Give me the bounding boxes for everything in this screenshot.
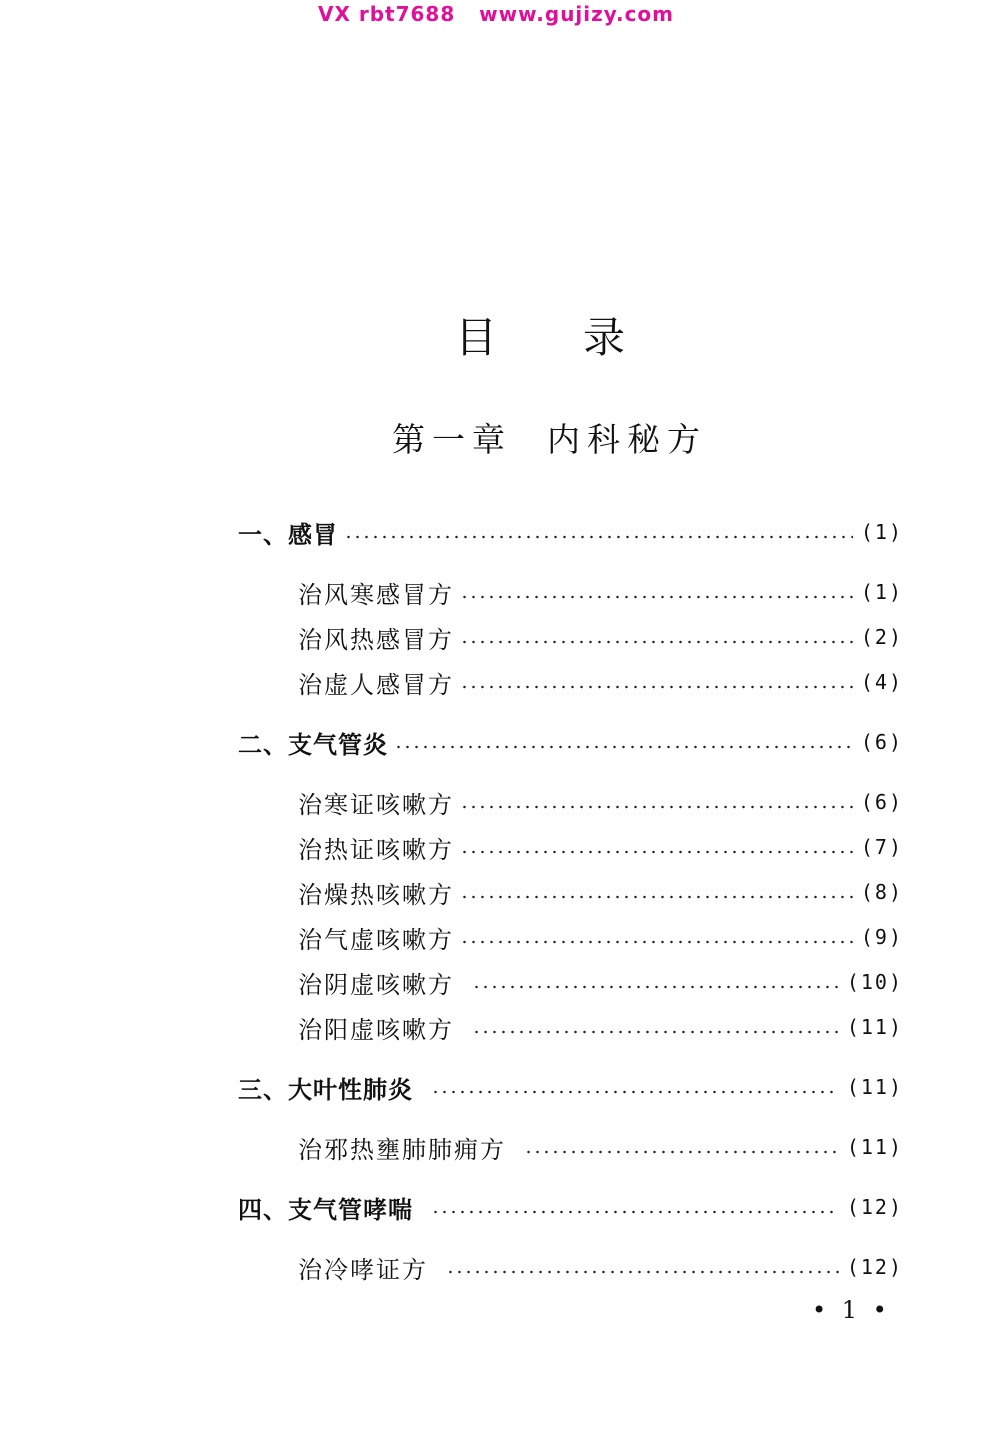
toc-entry[interactable] [238, 724, 903, 760]
toc-entry[interactable] [298, 1249, 903, 1285]
toc-entry[interactable] [238, 1189, 903, 1225]
toc-entry-label: 治邪热壅肺肺痈方 [298, 1135, 506, 1164]
toc-entry[interactable] [298, 574, 903, 610]
leader-dots [524, 1150, 839, 1154]
leader-dots [431, 1090, 839, 1094]
leader-dots [344, 535, 853, 539]
toc-entry[interactable] [298, 784, 903, 820]
toc-entry[interactable] [298, 874, 903, 910]
toc-entry-page: (11) [846, 1135, 903, 1159]
leader-dots [460, 595, 853, 599]
toc-entry-page: (9) [860, 925, 903, 949]
toc-entry-page: (1) [860, 580, 903, 604]
toc-entry-page: (7) [860, 835, 903, 859]
leader-dots [431, 1210, 839, 1214]
toc-entry[interactable] [298, 664, 903, 700]
toc-entry-label: 治阴虚咳嗽方 [298, 970, 454, 999]
leader-dots [460, 685, 853, 689]
toc-entry[interactable] [238, 514, 903, 550]
toc-entry[interactable] [298, 829, 903, 865]
leader-dots [472, 1030, 839, 1034]
toc-entry-page: (11) [846, 1015, 903, 1039]
page-number: • 1 • [812, 1296, 891, 1324]
toc-entry-label: 治气虚咳嗽方 [298, 925, 454, 954]
toc-entry-page: (6) [860, 790, 903, 814]
toc-entry-page: (2) [860, 625, 903, 649]
toc-entry-label: 一、感冒 [238, 520, 338, 549]
toc-entry-label: 治虚人感冒方 [298, 670, 454, 699]
chapter-heading: 第一章 内科秘方 [392, 420, 707, 459]
toc-entry[interactable] [298, 919, 903, 955]
toc-entry-label: 治寒证咳嗽方 [298, 790, 454, 819]
leader-dots [460, 850, 853, 854]
toc-entry-label: 治风寒感冒方 [298, 580, 454, 609]
toc-entry-page: (12) [846, 1195, 903, 1219]
toc-entry-label: 治阳虚咳嗽方 [298, 1015, 454, 1044]
toc-entry-page: (12) [846, 1255, 903, 1279]
leader-dots [472, 985, 839, 989]
toc-entry-page: (11) [846, 1075, 903, 1099]
toc-title-part1: 目 [454, 313, 497, 362]
toc-entry-page: (8) [860, 880, 903, 904]
toc-entry-page: (4) [860, 670, 903, 694]
toc-entry-page: (1) [860, 520, 903, 544]
leader-dots [460, 895, 853, 899]
leader-dots [446, 1270, 839, 1274]
toc-entry-page: (10) [846, 970, 903, 994]
toc-entry[interactable] [238, 1069, 903, 1105]
toc-entry[interactable] [298, 1129, 903, 1165]
toc-entry-label: 治冷哮证方 [298, 1255, 428, 1284]
toc-entry-label: 二、支气管炎 [238, 730, 388, 759]
toc-entry[interactable] [298, 1009, 903, 1045]
leader-dots [460, 940, 853, 944]
toc-entry-label: 治燥热咳嗽方 [298, 880, 454, 909]
leader-dots [460, 805, 853, 809]
leader-dots [394, 745, 853, 749]
toc-entry-label: 三、大叶性肺炎 [238, 1075, 413, 1104]
watermark-text: VX rbt7688 www.gujizy.com [317, 2, 675, 26]
toc-entry[interactable] [298, 964, 903, 1000]
toc-entry-label: 治风热感冒方 [298, 625, 454, 654]
toc-entry[interactable] [298, 619, 903, 655]
toc-entry-page: (6) [860, 730, 903, 754]
toc-entry-label: 四、支气管哮喘 [238, 1195, 413, 1224]
toc-title-part2: 录 [583, 313, 626, 362]
leader-dots [460, 640, 853, 644]
toc-entry-label: 治热证咳嗽方 [298, 835, 454, 864]
